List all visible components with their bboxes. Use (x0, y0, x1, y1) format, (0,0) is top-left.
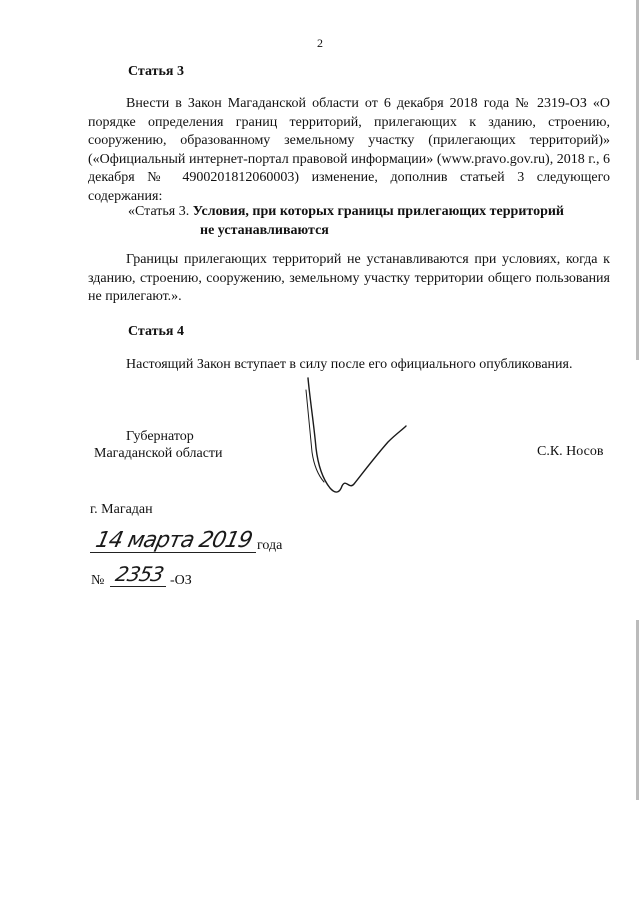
number-prefix: № (91, 573, 105, 588)
signatory-title-line2: Магаданской области (94, 446, 223, 461)
article-3-heading: Статья 3 (128, 64, 184, 79)
number-field (110, 562, 166, 588)
article-4-heading: Статья 4 (128, 324, 184, 339)
new-article-title-line2: не устанавливаются (200, 222, 329, 238)
number-handwritten: 2353 (113, 562, 166, 586)
page-number: 2 (317, 36, 323, 50)
new-article-title-line1: Условия, при которых границы прилегающих территорий (192, 204, 565, 219)
place-label: г. Магадан (90, 502, 153, 517)
new-article-title (128, 203, 612, 240)
signatory-name: С.К. Носов (537, 444, 604, 459)
article-3-body: Внести в Закон Магаданской области от 6 декабря 2018 года № 2319-ОЗ «О порядке определения границ территорий, прилегающих к зданию, строению, сооружению, образованному земельному участку (прилегающих территорий)» («Официальный интернет-портал правовой информации» (www.pravo.gov.ru), 2018 г., 6 декабря № 4900201812060003) изменение, дополнив статьей 3 следующего содержания: (88, 96, 610, 204)
new-article-body: Границы прилегающих территорий не устанавливаются при условиях, когда к зданию, строению, сооружению, земельному участку территории общего пользования не прилегают.». (88, 252, 610, 304)
new-article-prefix: «Статья 3. (128, 204, 190, 219)
scan-edge-top (636, 0, 639, 360)
date-handwritten: 14 марта 2019 (93, 528, 254, 553)
scan-edge-bottom (636, 620, 639, 800)
handwritten-signature (296, 370, 416, 505)
signatory-title-line1: Губернатор (126, 429, 194, 444)
date-field (90, 528, 258, 554)
number-suffix: -ОЗ (170, 573, 192, 588)
date-suffix: года (257, 538, 283, 553)
article-4-body: Настоящий Закон вступает в силу после его официального опубликования. (126, 357, 573, 372)
number-underline (110, 586, 166, 587)
